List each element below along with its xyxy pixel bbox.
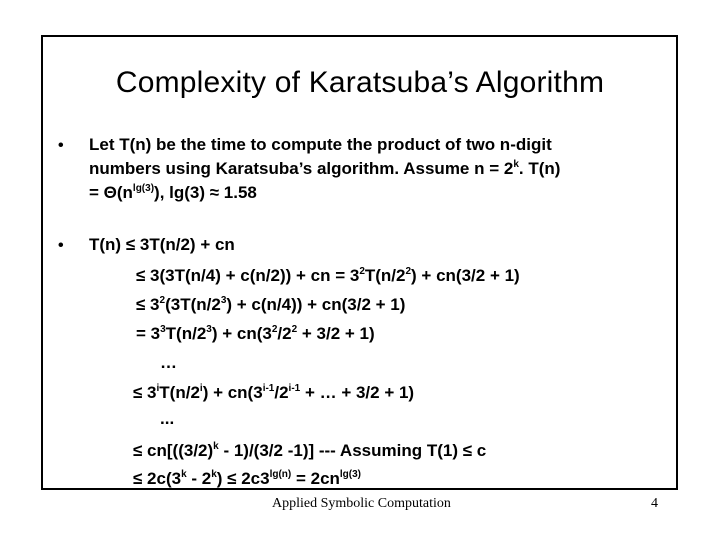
bullet1-line2: numbers using Karatsuba’s algorithm. Assume $n = 2^k$. T(n) [89, 159, 561, 178]
bullet-marker: • [58, 237, 64, 254]
derivation-row-8: ≤ $cn[((3/2)^k - 1)/(3/2$ -1)] --- Assuming T(1) ≤ c [133, 441, 487, 460]
bullet1-line3: = $\Theta(n^{lg(3)})$, lg(3) ≈ 1.58 [89, 183, 257, 202]
slide-frame [41, 35, 678, 490]
derivation-row-6: ≤ $3^iT(n/2^i) + cn(3^{i-1}/2^{i-1}$ + … + 3/2 + 1) [133, 383, 415, 402]
bullet1-line1: Let T(n) be the time to compute the product of two n-digit [89, 135, 552, 154]
derivation-row-2: ≤ 3(3T(n/4) + c(n/2)) + cn = $3^2T(n/2^2) + cn(3/2 + 1)$ [136, 266, 520, 285]
slide-title: Complexity of Karatsuba’s Algorithm [115, 66, 605, 99]
derivation-dots: ... [160, 409, 175, 428]
derivation-row-3: ≤ $3^2(3T(n/2^3) + c(n/4)) + cn(3/2 + 1)$ [136, 295, 406, 314]
bullet-marker: • [58, 137, 64, 154]
footer-text: Applied Symbolic Computation [272, 496, 451, 511]
derivation-ellipsis: … [160, 353, 177, 372]
derivation-row-4: = $3^3T(n/2^3) + cn(3^2/2^2 + 3/2 + 1)$ [136, 324, 375, 343]
derivation-row-9: ≤ $2c(3^k - 2^k) \le 2c3^{lg(n)} = 2cn^{lg(3)}$ [133, 469, 362, 488]
page-number: 4 [651, 496, 658, 511]
derivation-row-1: T(n) ≤ 3T(n/2) + cn [89, 235, 235, 254]
